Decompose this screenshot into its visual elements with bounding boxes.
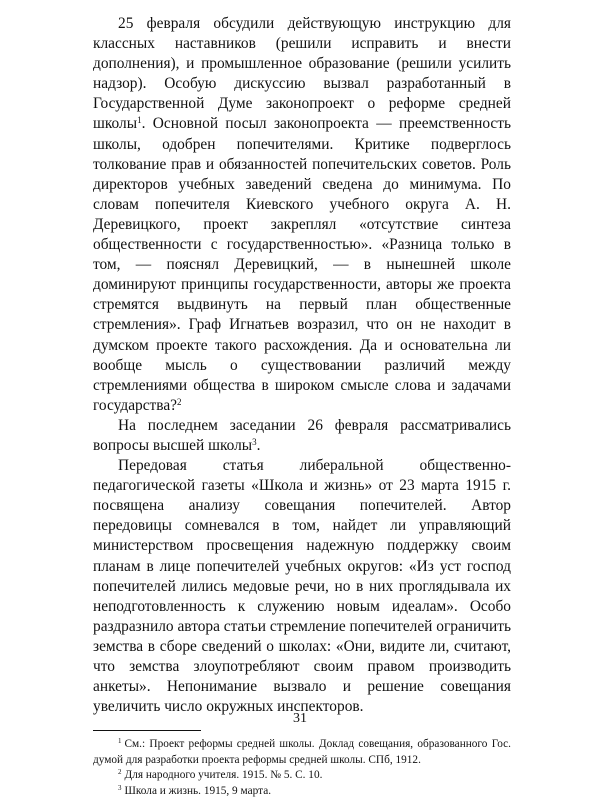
book-page <box>93 14 511 799</box>
paragraph-text: На последнем заседании 26 февраля рассматривались вопросы высшей школы <box>93 416 511 454</box>
paragraph <box>93 14 511 416</box>
footnotes <box>93 737 511 799</box>
footnote-mark: 1 <box>118 737 122 746</box>
footnote <box>93 768 511 783</box>
footnote-reference: 2 <box>177 396 182 407</box>
footnote-reference: 3 <box>252 436 257 447</box>
footnote-mark: 2 <box>118 768 122 777</box>
footnote <box>93 737 511 768</box>
paragraph <box>93 456 511 717</box>
paragraph <box>93 416 511 456</box>
footnote-text: Для народного учителя. 1915. № 5. С. 10. <box>124 769 323 782</box>
paragraph-text: . <box>256 436 261 454</box>
footnote-text: Школа и жизнь. 1915, 9 марта. <box>124 784 272 797</box>
page-number: 31 <box>293 711 307 726</box>
footnote <box>93 784 511 799</box>
paragraph-text: . Основной посыл законопроекта — преемственность школы, одобрен попечителями. Критике подверглось толкование прав и обязанностей попечительских советов. Роль директоров учебных заведений сведена до минимума. По словам попечителя Киевского учебного округа А. Н. Деревицкого, проект закреплял «отсутствие синтеза общественности с государственностью». «Разница только в том, — пояснял Деревицкий, — в нынешней школе доминируют принципы государственности, авторы же проекта стремятся выдвинуть на первый план общественные стремления». Граф Игнатьев возразил, что он не находит в думском проекте такого расхождения. Да и основательна ли вообще мысль о существовании различий между стремлениями общества в широком смысле слова и задачами государства? <box>93 115 511 414</box>
footnote-text: См.: Проект реформы средней школы. Доклад совещания, образованного Гос. думой для разработки проекта реформы средней школы. СПб, 1912. <box>93 738 511 766</box>
paragraph-text: Передовая статья либеральной общественно-педагогической газеты «Школа и жизнь» от 23 марта 1915 г. посвящена анализу совещания попечителей. Автор передовицы сомневался в том, найдет ли управляющий министерством просвещения надежную поддержку своим планам в лице попечителей учебных округов: «Из уст господ попечителей лились медовые речи, но в них проглядывала их неподготовленность к служению новым идеалам». Особо раздразнило автора статьи стремление попечителей ограничить земства в сборе сведений о школах: «Они, видите ли, считают, что земства злоупотребляют своим правом производить анкеты». Непонимание вызвало и решение совещания увеличить число окружных инспекторов. <box>93 457 511 716</box>
footnote-mark: 3 <box>118 783 122 792</box>
footnote-divider <box>93 730 201 731</box>
footnote-reference: 1 <box>137 115 142 126</box>
paragraph-text: 25 февраля обсудили действующую инструкцию для классных наставников (решили исправить и внести дополнения), и промышленное образование (решили усилить надзор). Особую дискуссию вызвал разработанный в Государственной Думе законопроект о реформе средней школы <box>93 15 511 133</box>
